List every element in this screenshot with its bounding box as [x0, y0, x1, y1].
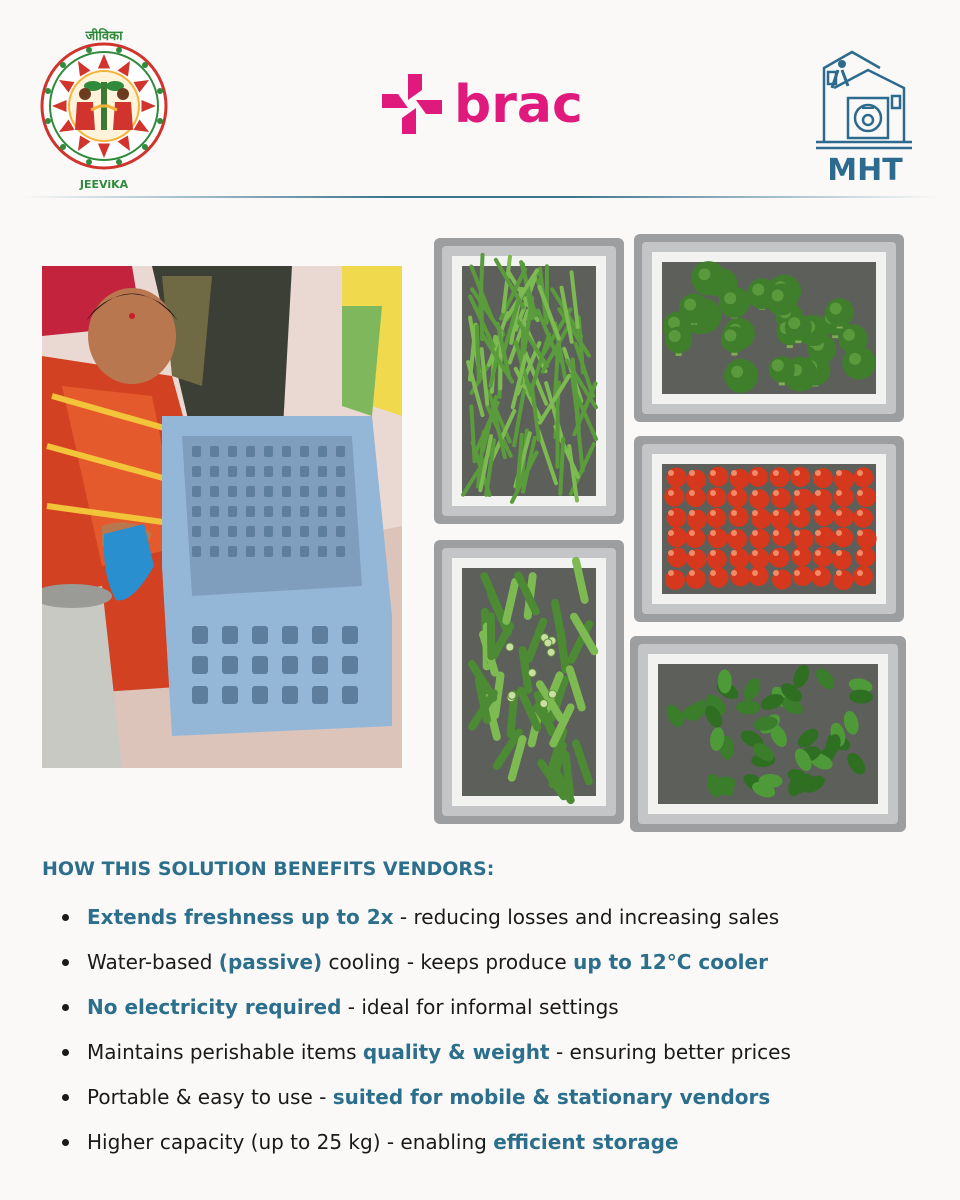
- jeevika-script-text: जीविका: [85, 29, 123, 44]
- benefits-list: [42, 895, 932, 1165]
- bullet-icon: [62, 959, 69, 966]
- benefit-highlight: suited for mobile & stationary vendors: [332, 1085, 771, 1109]
- benefit-item: [42, 985, 932, 1030]
- benefits-heading: HOW THIS SOLUTION BENEFITS VENDORS:: [42, 858, 495, 880]
- mht-logo: [812, 48, 918, 188]
- bullet-icon: [62, 1094, 69, 1101]
- bullet-icon: [62, 1139, 69, 1146]
- jeevika-logo: [38, 24, 170, 194]
- benefit-text: Portable & easy to use -: [87, 1085, 333, 1109]
- benefit-highlight: (passive): [218, 950, 323, 974]
- benefit-highlight: No electricity required: [87, 995, 342, 1019]
- benefit-text: cooling - keeps produce: [322, 950, 574, 974]
- header-divider: [20, 196, 940, 198]
- benefit-text: Higher capacity (up to 25 kg) - enabling: [87, 1130, 494, 1154]
- bullet-icon: [62, 1049, 69, 1056]
- benefit-highlight: efficient storage: [493, 1130, 679, 1154]
- benefit-highlight: quality & weight: [362, 1040, 550, 1064]
- benefit-item: [42, 940, 932, 985]
- bullet-icon: [62, 914, 69, 921]
- jeevika-name-text: JEEViKA: [79, 178, 129, 191]
- benefit-text: - ideal for informal settings: [341, 995, 619, 1019]
- benefit-highlight: up to 12°C cooler: [573, 950, 768, 974]
- crate-okra: [434, 540, 624, 824]
- benefit-text: Maintains perishable items: [87, 1040, 363, 1064]
- benefit-item: [42, 1030, 932, 1075]
- benefit-item: [42, 895, 932, 940]
- benefits-section: [42, 858, 932, 1165]
- benefit-text: Water-based: [87, 950, 219, 974]
- benefit-item: [42, 1075, 932, 1120]
- brac-wordmark: brac: [454, 75, 583, 135]
- crate-leafy-greens: [630, 636, 906, 832]
- bullet-icon: [62, 1004, 69, 1011]
- mht-wordmark: MHT: [827, 153, 903, 188]
- brac-logo: [378, 68, 588, 140]
- crate-broccoli: [634, 234, 904, 422]
- crate-tomatoes: [634, 436, 904, 622]
- benefit-item: [42, 1120, 932, 1165]
- benefit-text: - ensuring better prices: [549, 1040, 791, 1064]
- benefit-highlight: Extends freshness up to 2x: [87, 905, 394, 929]
- vendor-photo: [42, 266, 402, 768]
- crate-beans: [434, 238, 624, 524]
- benefit-text: - reducing losses and increasing sales: [393, 905, 780, 929]
